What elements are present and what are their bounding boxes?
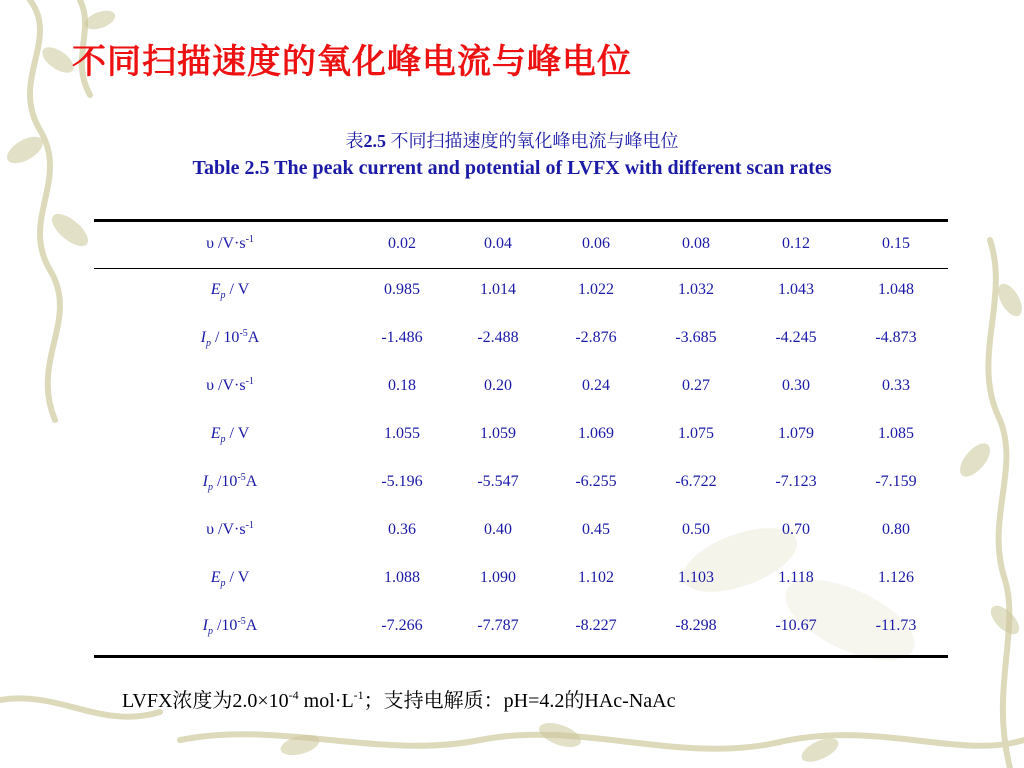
table-caption-en: Table 2.5 The peak current and potential of LVFX with different scan rates (192, 157, 832, 179)
label-part: /V·s (214, 235, 246, 252)
table-cell: -7.266 (381, 617, 423, 634)
table-cell: 0.12 (782, 235, 810, 252)
table-cell: 0.50 (682, 521, 710, 538)
table-cell: 1.043 (778, 281, 814, 298)
footnote (122, 684, 675, 713)
label-part: p (207, 482, 213, 493)
table-cell: -5.547 (477, 473, 519, 490)
table-cell: 1.126 (878, 569, 914, 586)
label-part: I (202, 473, 208, 490)
table-caption-cn (0, 127, 1024, 153)
table-cell: -7.787 (477, 617, 519, 634)
table-cell: -1.486 (381, 329, 423, 346)
table-cell: 0.02 (388, 235, 416, 252)
label-part: p (220, 290, 226, 301)
label-part: -1 (245, 234, 254, 245)
table-cell: -4.245 (775, 329, 817, 346)
table-row (94, 506, 948, 554)
table-cell: 1.103 (678, 569, 714, 586)
row-label-ep (94, 266, 366, 314)
table-cell: 0.70 (782, 521, 810, 538)
table-cell: 1.079 (778, 425, 814, 442)
table-cell: -6.255 (575, 473, 617, 490)
table-cell: 1.090 (480, 569, 516, 586)
caption-cn-number: 2.5 (363, 131, 386, 151)
table-cell: 0.30 (782, 377, 810, 394)
row-label-rate (94, 220, 366, 268)
label-part: E (210, 569, 221, 586)
table-cell: -3.685 (675, 329, 717, 346)
label-part: /V·s (214, 521, 246, 538)
table-row (94, 602, 948, 650)
table-cell: 0.20 (484, 377, 512, 394)
table-cell: 1.088 (384, 569, 420, 586)
table-cell: -5.196 (381, 473, 423, 490)
table-row (94, 458, 948, 506)
label-part: / V (225, 281, 250, 298)
row-label-rate (94, 362, 366, 410)
label-part: /V·s (214, 377, 246, 394)
table-cell: 0.06 (582, 235, 610, 252)
table-cell: 1.118 (778, 569, 814, 586)
label-part: / V (225, 425, 250, 442)
table-cell: 0.27 (682, 377, 710, 394)
table-cell: 1.032 (678, 281, 714, 298)
table-row (94, 266, 948, 314)
table-cell: 1.022 (578, 281, 614, 298)
caption-cn-prefix: 表 (345, 131, 364, 151)
label-part: I (202, 617, 208, 634)
label-part: I (200, 329, 206, 346)
table-cell: 1.059 (480, 425, 516, 442)
table-cell: 1.075 (678, 425, 714, 442)
table-cell: -7.123 (775, 473, 817, 490)
footnote-exp2: -1 (353, 688, 364, 702)
table-cell: 1.014 (480, 281, 516, 298)
label-part: p (205, 338, 211, 349)
table-cell: 0.80 (882, 521, 910, 538)
table-cell: -10.67 (775, 617, 817, 634)
label-part: E (210, 281, 221, 298)
footnote-part2: mol·L (298, 690, 354, 712)
table-cell: 0.04 (484, 235, 512, 252)
row-label-ip (94, 602, 366, 650)
table-cell: 0.15 (882, 235, 910, 252)
table-row (94, 410, 948, 458)
label-part: p (207, 626, 213, 637)
table-row (94, 362, 948, 410)
caption-cn-text: 不同扫描速度的氧化峰电流与峰电位 (386, 131, 679, 151)
label-part: E (210, 425, 221, 442)
label-part: υ (206, 377, 214, 394)
label-part: -5 (237, 472, 246, 483)
row-label-rate (94, 506, 366, 554)
footnote-exp1: -4 (288, 688, 299, 702)
label-part: /10 (212, 617, 238, 634)
table-cell: -11.73 (875, 617, 917, 634)
table-cell: -7.159 (875, 473, 917, 490)
row-label-ep (94, 554, 366, 602)
table-cell: 0.36 (388, 521, 416, 538)
table-cell: 0.985 (384, 281, 420, 298)
label-part: p (220, 578, 226, 589)
table-row (94, 554, 948, 602)
label-part: /10 (212, 473, 238, 490)
table-cell: 1.069 (578, 425, 614, 442)
label-part: p (220, 434, 226, 445)
label-part: A (247, 329, 260, 346)
table-cell: -4.873 (875, 329, 917, 346)
row-label-ip (94, 314, 366, 362)
footnote-part3: ；支持电解质：pH=4.2的HAc-NaAc (363, 690, 676, 712)
row-label-ip (94, 458, 366, 506)
table-row (94, 220, 948, 268)
label-part: -1 (245, 376, 254, 387)
table-cell: -2.488 (477, 329, 519, 346)
table-cell: -8.227 (575, 617, 617, 634)
table-cell: -8.298 (675, 617, 717, 634)
label-part: A (245, 617, 258, 634)
table-cell: 1.102 (578, 569, 614, 586)
row-label-ep (94, 410, 366, 458)
table-cell: -2.876 (575, 329, 617, 346)
table-cell: 0.45 (582, 521, 610, 538)
footnote-part1: LVFX浓度为2.0×10 (122, 690, 289, 712)
table-cell: 1.085 (878, 425, 914, 442)
table-cell: 0.40 (484, 521, 512, 538)
slide-title: 不同扫描速度的氧化峰电流与峰电位 (72, 42, 632, 82)
table-cell: 0.08 (682, 235, 710, 252)
table-cell: 1.055 (384, 425, 420, 442)
label-part: -1 (245, 520, 254, 531)
table-cell: 0.33 (882, 377, 910, 394)
label-part: υ (206, 521, 214, 538)
table-row (94, 314, 948, 362)
label-part: A (245, 473, 258, 490)
label-part: -5 (237, 616, 246, 627)
label-part: υ (206, 235, 214, 252)
table-cell: 1.048 (878, 281, 914, 298)
table-cell: 0.24 (582, 377, 610, 394)
table-cell: 0.18 (388, 377, 416, 394)
table-bottom-rule (94, 655, 948, 658)
label-part: -5 (239, 328, 248, 339)
label-part: / V (225, 569, 250, 586)
table-cell: -6.722 (675, 473, 717, 490)
label-part: / 10 (210, 329, 240, 346)
